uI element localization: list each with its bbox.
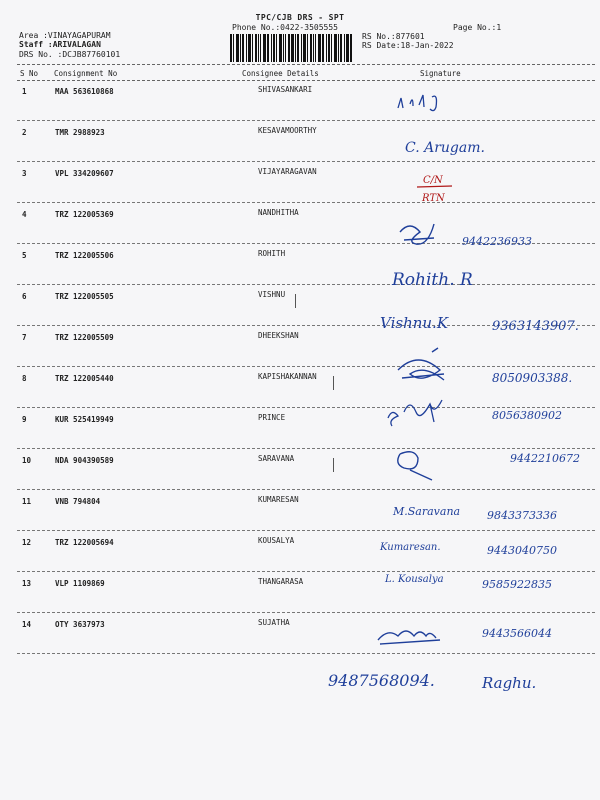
row-divider: [17, 407, 595, 408]
hw-r7-phone: 8050903388.: [492, 371, 573, 385]
row-consignee-name: ROHITH: [258, 249, 286, 258]
hw-r12-phone: 9585922835: [482, 578, 552, 591]
row-consignee-name: KUMARESAN: [258, 495, 299, 504]
row-sno: 1: [22, 87, 27, 96]
row-consignment-no: TRZ 122005694: [55, 538, 114, 547]
row-divider: [17, 120, 595, 121]
row-consignee-name: PRINCE: [258, 413, 286, 422]
document-title: TPC/CJB DRS - SPT: [255, 13, 345, 22]
row-divider: [17, 653, 595, 654]
row-consignee-name: NANDHITHA: [258, 208, 299, 217]
hw-r6-name: Vishnu.K: [380, 314, 449, 332]
row-sno: 13: [22, 579, 32, 588]
hw-r2: C. Arugam.: [405, 140, 485, 156]
row-consignee-name: VIJAYARAGAVAN: [258, 167, 317, 176]
row-consignment-no: TRZ 122005369: [55, 210, 114, 219]
row-consignee-name: SUJATHA: [258, 618, 290, 627]
hw-r11-phone: 9443040750: [487, 544, 557, 557]
table-row: [0, 579, 600, 620]
hw-r13-phone: 9443566044: [482, 627, 552, 640]
hw-r6-phone: 9363143907.: [492, 319, 579, 334]
row-consignee-name: SARAVANA: [258, 454, 295, 463]
row-consignment-no: TRZ 122005440: [55, 374, 114, 383]
row-consignee-name: KESAVAMOORTHY: [258, 126, 317, 135]
hw-r10-phone: 9843373336: [487, 509, 557, 522]
rs-number: RS No.:877601: [362, 32, 425, 41]
table-row: [0, 87, 600, 128]
table-row: [0, 292, 600, 333]
table-row: [0, 620, 600, 661]
row-sno: 8: [22, 374, 27, 383]
row-sno: 5: [22, 251, 27, 260]
row-divider: [17, 243, 595, 244]
row-divider: [17, 366, 595, 367]
hw-r5: Rohith. R: [392, 270, 473, 290]
row-sno: 9: [22, 415, 27, 424]
col-header-sno: S No: [20, 69, 39, 78]
table-row: [0, 538, 600, 579]
col-header-signature: Signature: [420, 69, 461, 78]
row-sno: 3: [22, 169, 27, 178]
table-row: [0, 456, 600, 497]
page-number: Page No.:1: [453, 23, 502, 32]
barcode-image: [230, 34, 353, 62]
row-consignment-no: MAA 563610868: [55, 87, 114, 96]
row-sno: 2: [22, 128, 27, 137]
row-consignee-name: VISHNU: [258, 290, 286, 299]
hw-r14-phone: 9487568094.: [328, 671, 435, 690]
row-sno: 12: [22, 538, 32, 547]
rs-date: RS Date:18-Jan-2022: [362, 41, 454, 50]
row-consignee-name: KOUSALYA: [258, 536, 295, 545]
row-consignment-no: OTY 3637973: [55, 620, 105, 629]
row-sno: 10: [22, 456, 32, 465]
col-header-consignee: Consignee Details: [242, 69, 319, 78]
row-divider: [17, 161, 595, 162]
row-consignee-name: THANGARASA: [258, 577, 304, 586]
row-sno: 14: [22, 620, 32, 629]
phone-number: Phone No.:0422-3505555: [232, 23, 338, 32]
row-consignment-no: TRZ 122005505: [55, 292, 114, 301]
row-divider: [17, 530, 595, 531]
table-row: [0, 497, 600, 538]
row-consignment-no: VNB 794804: [55, 497, 101, 506]
col-header-consignment: Consignment No: [54, 69, 118, 78]
hw-r11-name: Kumaresan.: [380, 542, 441, 553]
row-divider: [17, 612, 595, 613]
row-divider-vertical: [295, 294, 296, 308]
table-row: [0, 251, 600, 292]
row-consignment-no: TMR 2988923: [55, 128, 105, 137]
hw-r4-phone: 9442236933: [462, 235, 532, 248]
row-divider: [17, 202, 595, 203]
table-row: [0, 415, 600, 456]
hw-r3-top: C/N: [423, 175, 443, 186]
table-row: [0, 128, 600, 169]
row-consignment-no: NDA 904390589: [55, 456, 114, 465]
table-row: [0, 210, 600, 251]
header-rule-bottom: [17, 80, 595, 81]
area-label: Area :VINAYAGAPURAM: [19, 31, 111, 40]
row-consignment-no: TRZ 122005506: [55, 251, 114, 260]
hw-r9-phone: 9442210672: [510, 452, 580, 465]
hw-r3-bottom: RTN: [422, 193, 445, 204]
row-sno: 7: [22, 333, 27, 342]
row-consignee-name: DHEEKSHAN: [258, 331, 299, 340]
row-divider-vertical: [333, 376, 334, 390]
row-divider: [17, 489, 595, 490]
hw-r8-phone: 8056380902: [492, 409, 562, 422]
row-sno: 4: [22, 210, 27, 219]
row-sno: 6: [22, 292, 27, 301]
table-row: [0, 374, 600, 415]
hw-r14-name: Raghu.: [482, 674, 537, 692]
row-consignment-no: KUR 525419949: [55, 415, 114, 424]
row-consignment-no: VLP 1109869: [55, 579, 105, 588]
header-rule-top: [17, 64, 595, 65]
table-row: [0, 169, 600, 210]
row-divider: [17, 284, 595, 285]
row-divider: [17, 571, 595, 572]
row-consignment-no: TRZ 122005509: [55, 333, 114, 342]
row-divider: [17, 448, 595, 449]
hw-r12-name: L. Kousalya: [385, 574, 444, 585]
row-consignment-no: VPL 334209607: [55, 169, 114, 178]
staff-label: Staff :ARIVALAGAN: [19, 40, 101, 49]
table-row: [0, 333, 600, 374]
row-sno: 11: [22, 497, 32, 506]
drs-number: DRS No. :DCJB87760101: [19, 50, 121, 59]
row-consignee-name: SHIVASANKARI: [258, 85, 313, 94]
row-divider-vertical: [333, 458, 334, 472]
hw-r10-name: M.Saravana: [393, 505, 461, 518]
row-divider: [17, 325, 595, 326]
row-consignee-name: KAPISHAKANNAN: [258, 372, 317, 381]
